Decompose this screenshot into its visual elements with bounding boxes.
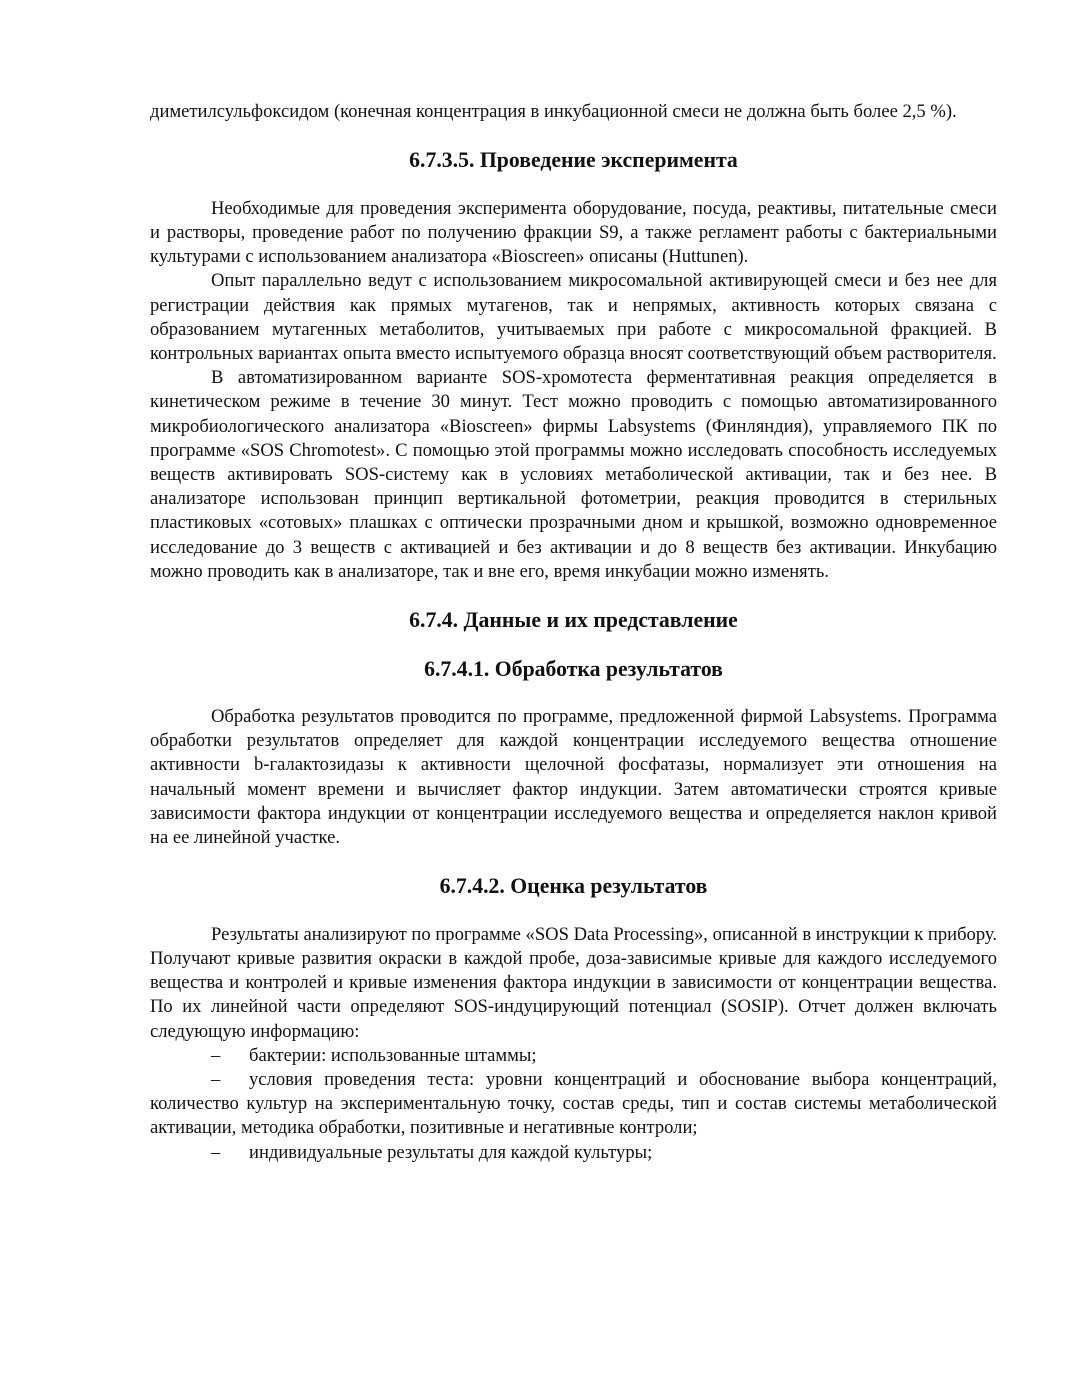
paragraph-equipment: Необходимые для проведения эксперимента оборудование, посуда, реактивы, питательные смеси и растворы, проведение работ по получению фракции S9, а также регламент работы с бактериальными культурами с использованием анализатора «Bioscreen» описаны (Huttunen). — [150, 197, 997, 268]
list-item-text: условия проведения теста: уровни концентраций и обоснование выбора концентраций, количество культур на экспериментальную точку, состав среды, тип и состав системы метаболической активации, методика обработки, позитивные и негативные контроли; — [150, 1069, 997, 1139]
list-item — [150, 1044, 997, 1068]
intro-paragraph: диметилсульфоксидом (конечная концентрация в инкубационной смеси не должна быть более 2,5 %). — [150, 101, 957, 122]
report-contents-list — [150, 1044, 997, 1165]
spacer — [150, 681, 997, 705]
section-heading-6-7-3-5: 6.7.3.5. Проведение эксперимента — [409, 148, 738, 173]
spacer — [150, 584, 997, 608]
section-heading-6-7-4: 6.7.4. Данные и их представление — [409, 608, 738, 633]
list-item — [150, 1141, 997, 1165]
spacer — [150, 632, 997, 656]
list-item — [150, 1068, 997, 1141]
paragraph-evaluation: Результаты анализируют по программе «SOS Data Processing», описанной в инструкции к прибору. Получают кривые развития окраски в каждой пробе, доза-зависимые кривые для каждого исследуемого вещества и контролей и кривые изменения фактора индукции в зависимости от концентрации вещества. По их линейной части определяют SOS-индуцирующий потенциал (SOSIP). Отчет должен включать следующую информацию: — [150, 923, 997, 1042]
spacer — [150, 850, 997, 874]
list-item-text: индивидуальные результаты для каждой культуры; — [249, 1141, 653, 1163]
list-dash: – — [211, 1069, 221, 1091]
paragraph-processing: Обработка результатов проводится по программе, предложенной фирмой Labsystems. Программа обработки результатов определяет для каждой концентрации исследуемого вещества отношение активности b-галактозидазы к активности щелочной фосфатазы, нормализует эти отношения на начальный момент времени и вычисляет фактор индукции. Затем автоматически строятся кривые зависимости фактора индукции от концентрации исследуемого вещества и определяется наклон кривой на ее линейной участке. — [150, 706, 997, 849]
paragraph-automated-variant: В автоматизированном варианте SOS-хромотеста ферментативная реакция определяется в кинетическом режиме в течение 30 минут. Тест можно проводить с помощью автоматизированного микробиологического анализатора «Bioscreen» фирмы Labsystems (Финляндия), управляемого ПК по программе «SOS Chromotest». С помощью этой программы можно исследовать способность исследуемых веществ активировать SOS-систему как в условиях метаболической активации, так и без нее. В анализаторе использован принцип вертикальной фотометрии, реакция проводится в стерильных пластиковых «сотовых» плашках с оптически прозрачными дном и крышкой, возможно одновременное исследование до 3 веществ с активацией и без активации и до 8 веществ без активации. Инкубацию можно проводить как в анализаторе, так и вне его, время инкубации можно изменять. — [150, 367, 997, 582]
spacer — [150, 899, 997, 923]
list-dash: – — [211, 1141, 221, 1163]
list-item-text: бактерии: использованные штаммы; — [249, 1044, 537, 1066]
spacer — [150, 124, 997, 148]
paragraph-parallel-experiment: Опыт параллельно ведут с использованием микросомальной активирующей смеси и без нее для регистрации действия как прямых мутагенов, так и непрямых, активность которых связана с образованием мутагенных метаболитов, учитываемых при работе с микросомальной фракцией. В контрольных вариантах опыта вместо испытуемого образца вносят соответствующий объем растворителя. — [150, 270, 997, 364]
section-heading-6-7-4-2: 6.7.4.2. Оценка результатов — [439, 874, 708, 899]
spacer — [150, 173, 997, 197]
section-heading-6-7-4-1: 6.7.4.1. Обработка результатов — [424, 656, 723, 681]
document-page — [150, 100, 997, 1165]
list-dash: – — [211, 1044, 221, 1066]
